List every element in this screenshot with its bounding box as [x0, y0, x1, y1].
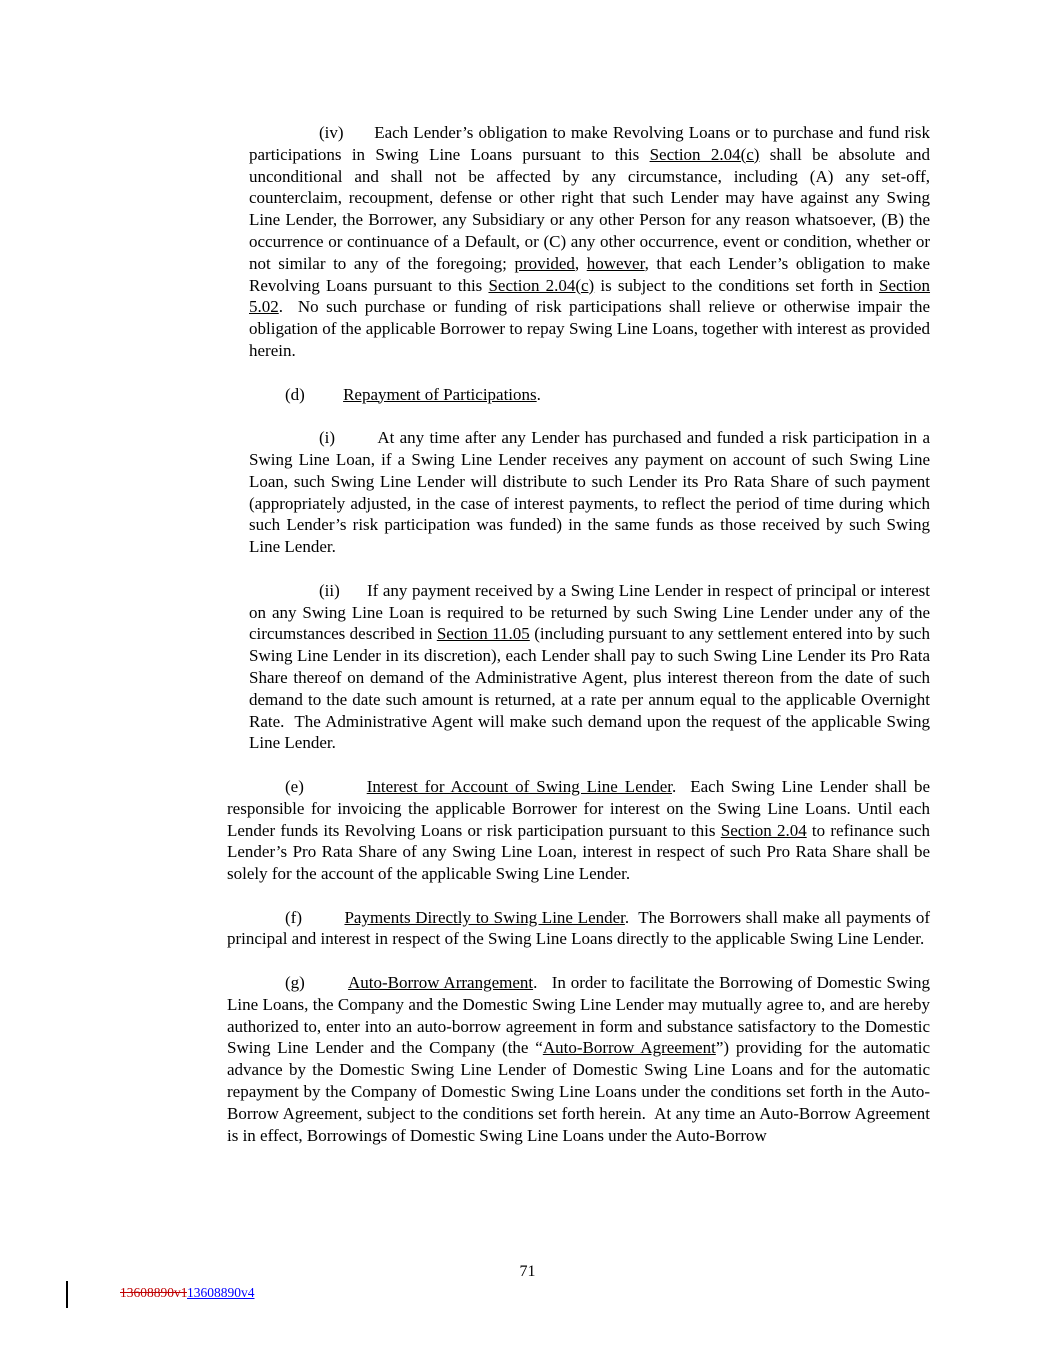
clause-d-heading — [227, 384, 930, 406]
underlined-text-run: Auto-Borrow Agreement — [542, 1038, 716, 1058]
underlined-text-run: Payments Directly to Swing Line Lender — [344, 907, 625, 927]
underlined-text-run: provided — [514, 253, 575, 273]
text-run: , — [574, 253, 587, 273]
text-run: (f) — [285, 907, 345, 927]
page-number: 71 — [519, 1263, 536, 1280]
underlined-text-run: Section 2.04 — [720, 820, 807, 840]
underlined-text-run: Interest for Account of Swing Line Lender — [366, 776, 673, 796]
revision-change-bar — [66, 1281, 68, 1308]
text-run: (i) At any time after any Lender has purchased and funded a risk participation in a Swing Line Loan, if a Swing Line Lender receives any payment on account of such Swing Line Loan, such Swing Line Lender will distribute to such Lender its Pro Rata Share of such payment (appropriately adjusted, in the case of interest payments, to reflect the period of time during which such Lender’s risk participation was funded) in the same funds as those received by such Swing Line Lender. — [249, 428, 930, 557]
underlined-text-run: Section 11.05 — [436, 624, 530, 644]
underlined-text-run: Section 2.04(c) — [488, 275, 595, 295]
underlined-text-run: however — [586, 253, 645, 273]
document-body — [227, 122, 930, 1168]
text-run: (g) — [285, 973, 348, 993]
text-run: . No such purchase or funding of risk participations shall relieve or otherwise impair the obligation of the applicable Borrower to repay Swing Line Loans, together with interest as provided herein. — [249, 297, 930, 360]
inserted-doc-id: 13608890v4 — [187, 1285, 255, 1300]
underlined-text-run: Section 5.02 — [249, 275, 931, 317]
clause-e — [227, 776, 930, 885]
text-run: (iv) Each Lender’s obligation to make Revolving Loans or to purchase and fund risk participations in Swing Line Loans pursuant to this — [249, 123, 930, 164]
text-run: ”) providing for the automatic advance by the Domestic Swing Line Lender of Domestic Swing Line Loans and for the automatic repayment by the Company of Domestic Swing Line Loans under the conditions set forth in the Auto-Borrow Agreement, subject to the conditions set forth herein. At any time an Auto-Borrow Agreement is in effect, Borrowings of Domestic Swing Line Loans under the Auto-Borrow — [227, 1038, 931, 1145]
text-run: is subject to the conditions set forth in — [594, 275, 880, 295]
deleted-doc-id: 13608890v1 — [120, 1285, 187, 1300]
text-run: (ii) If any payment received by a Swing Line Lender in respect of principal or interest on any Swing Line Loan is required to be returned by such Swing Line Lender under any of the circumstances described in — [249, 580, 930, 644]
underlined-text-run: Auto-Borrow Arrangement — [347, 973, 534, 993]
text-run: (e) — [285, 776, 367, 796]
clause-d-ii — [249, 580, 930, 754]
underlined-text-run: Repayment of Participations — [343, 384, 537, 404]
text-run: . In order to facilitate the Borrowing of Domestic Swing Line Loans, the Company and the Domestic Swing Line Lender may mutually agree to, and are hereby authorized to, enter into an auto-borrow agreement in form and substance satisfactory to the Domestic Swing Line Lender and the Company (the “ — [227, 973, 930, 1058]
underlined-text-run: Section 2.04(c) — [649, 144, 760, 164]
text-run: shall be absolute and unconditional and shall not be affected by any circumstance, including (A) any set-off, counterclaim, recoupment, defense or other right that such Lender may have against any Swing Line Lender, the Borrower, any Subsidiary or any other Person for any reason whatsoever, (B) the occurrence or continuance of a Default, or (C) any other occurrence, event or condition, whether or not similar to any of the foregoing; — [249, 144, 930, 273]
clause-f — [227, 907, 930, 951]
text-run: , that each Lender’s obligation to make Revolving Loans pursuant to this — [249, 253, 930, 295]
text-run: to refinance such Lender’s Pro Rata Share of any Swing Line Loan, interest in respect of such Pro Rata Share shall be solely for the account of the applicable Swing Line Lender. — [227, 820, 930, 884]
text-run: (d) — [285, 384, 344, 404]
clause-g — [227, 972, 930, 1146]
text-run: . Each Swing Line Lender shall be responsible for invoicing the applicable Borrower for interest on the Swing Line Loans. Until each Lender funds its Revolving Loans or risk participation pursuant to this — [227, 776, 931, 840]
clause-iv — [249, 122, 930, 362]
document-footer — [120, 1285, 255, 1301]
clause-d-i — [249, 427, 930, 558]
text-run: . The Borrowers shall make all payments of principal and interest in respect of the Swing Line Loans directly to the applicable Swing Line Lender. — [227, 907, 930, 949]
text-run: . — [536, 384, 541, 404]
text-run: (including pursuant to any settlement entered into by such Swing Line Lender in its discretion), each Lender shall pay to such Swing Line Lender its Pro Rata Share thereof on demand of the Administrative Agent, plus interest thereon from the date of such demand to the date such amount is returned, at a rate per annum equal to the applicable Overnight Rate. The Administrative Agent will make such demand upon the request of the applicable Swing Line Lender. — [249, 624, 930, 753]
